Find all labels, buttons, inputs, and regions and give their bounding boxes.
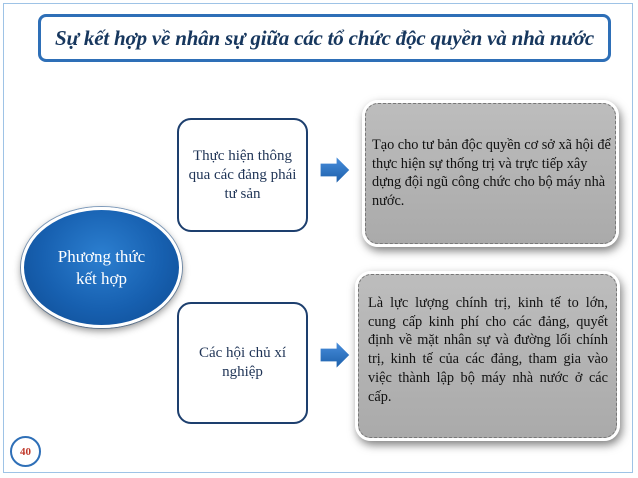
slide-title: Sự kết hợp về nhân sự giữa các tổ chức độc quyền và nhà nước — [55, 25, 594, 50]
detail-box-1-text: Tạo cho tư bản độc quyền cơ sở xã hội để thực hiện sự thống trị và trực tiếp xây dựng đội ngũ công chức cho bộ máy nhà nước. — [372, 137, 611, 210]
title-box — [38, 14, 611, 62]
arrow-right-icon — [319, 154, 351, 186]
detail-box-2 — [355, 271, 620, 441]
detail-box-2-text: Là lực lượng chính trị, kinh tế to lớn, cung cấp kinh phí cho các đảng, quyết định về mặt nhân sự và đường lối chính trị, kinh tế của các đảng, tham gia vào việc thành lập bộ máy nhà nước ở các cấp. — [368, 295, 608, 405]
branch-1-box — [177, 118, 308, 232]
center-node — [21, 207, 182, 328]
page-number: 40 — [10, 436, 41, 467]
center-node-label: Phương thức kết hợp — [57, 246, 146, 288]
arrow-right-icon — [319, 339, 351, 371]
branch-2-box — [177, 302, 308, 424]
branch-2-label: Các hội chủ xí nghiệp — [198, 345, 287, 380]
detail-box-1 — [362, 100, 619, 247]
branch-1-label: Thực hiện thông qua các đảng phái tư sản — [188, 147, 297, 202]
